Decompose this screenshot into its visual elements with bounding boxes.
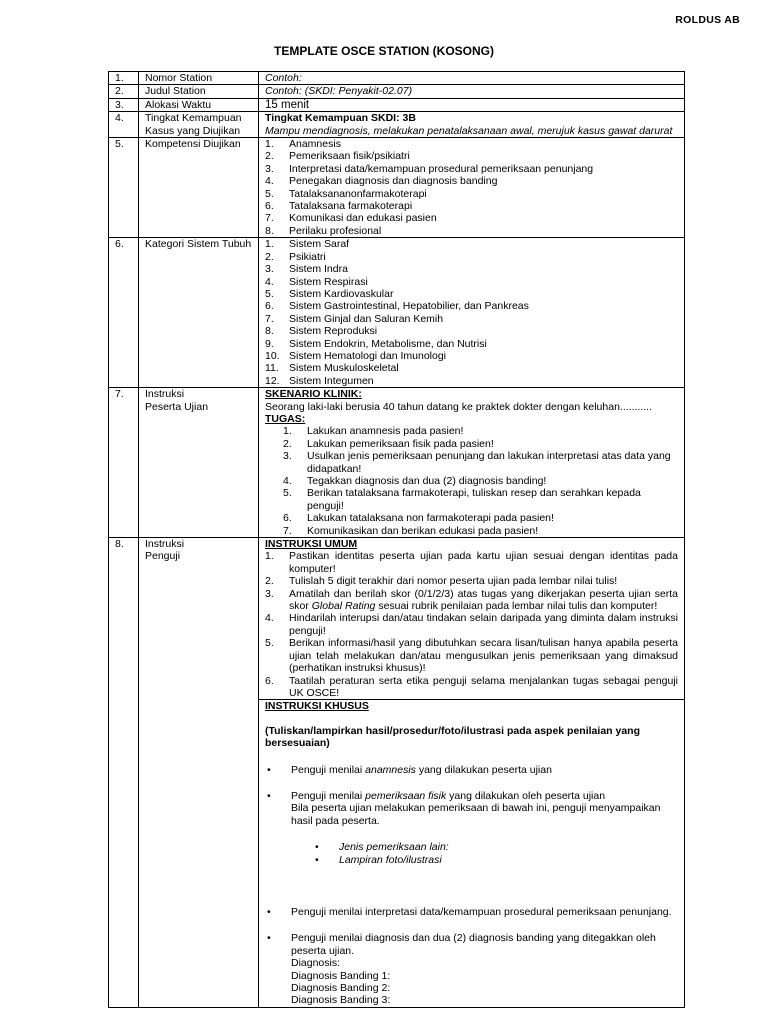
list-text: Psikiatri (289, 250, 326, 263)
document-title: TEMPLATE OSCE STATION (KOSONG) (274, 44, 494, 58)
list-text: Sistem Endokrin, Metabolisme, dan Nutrisi (289, 337, 487, 350)
list-number: 1. (265, 138, 274, 151)
row-number: 6. (109, 238, 139, 388)
list-item (265, 325, 684, 337)
list-item: 5. Berikan informasi/hasil yang dibutuhkan secara lisan/tulisan hanya apabila peserta ujian telah melakukan dan/atau mengusulkan jenis pemeriksaan yang dimaksud (perhatikan instruksi khusus)! (265, 637, 678, 675)
list-item (283, 475, 678, 487)
list-item (265, 362, 684, 374)
list-text: Tegakkan diagnosis dan dua (2) diagnosis banding! (307, 475, 547, 487)
list-item (265, 313, 684, 325)
skdi-description: Mampu mendiagnosis, melakukan penatalaksanaan awal, merujuk kasus gawat darurat (265, 124, 673, 137)
list-number: 7. (265, 212, 274, 225)
list-text: Sistem Ginjal dan Saluran Kemih (289, 312, 444, 325)
list-item (265, 150, 684, 162)
list-number: 7. (283, 524, 292, 537)
list-number: 4. (265, 275, 274, 288)
row-label (139, 112, 259, 138)
table-row (109, 98, 685, 111)
list-item (265, 138, 684, 150)
list-text: Pemeriksaan fisik/psikiatri (289, 150, 410, 163)
list-item (265, 288, 684, 300)
list-item: 6. Taatilah peraturan serta etika penguji selama menjalankan tugas sebagai penguji UK OSCE! (265, 674, 678, 699)
list-text: Komunikasi dan edukasi pasien (289, 212, 437, 225)
task-list (265, 425, 684, 537)
row-label-line: Instruksi (145, 538, 185, 551)
list-item (265, 263, 684, 275)
row-label-line: Penguji (145, 550, 181, 563)
list-number: 11. (265, 362, 279, 375)
list-number: 6. (265, 200, 274, 213)
osce-table (108, 71, 685, 1008)
list-text: Sistem Indra (289, 263, 348, 276)
list-text: Usulkan jenis pemeriksaan penunjang dan lakukan interpretasi atas data yang didapatkan! (307, 450, 671, 475)
list-item: • Penguji menilai anamnesis yang dilakukan peserta ujian (267, 763, 552, 776)
list-number: 8. (265, 325, 274, 338)
list-number: 2. (283, 437, 292, 450)
row-value: Contoh: (259, 72, 685, 85)
row-number: 8. (109, 538, 139, 1008)
table-row (109, 112, 685, 138)
list-text: Penegakan diagnosis dan diagnosis banding (289, 175, 498, 188)
row-number: 2. (109, 85, 139, 98)
list-item (283, 450, 678, 475)
list-number: 5. (265, 287, 274, 300)
list-item: 1. Pastikan identitas peserta ujian pada kartu ujian sesuai dengan identitas pada komputer! (265, 550, 678, 575)
list-item (283, 438, 678, 450)
list-number: 6. (265, 300, 274, 313)
list-text: Perilaku profesional (289, 224, 382, 237)
list-text: Sistem Reproduksi (289, 325, 378, 338)
skdi-level: Tingkat Kemampuan SKDI: 3B (265, 112, 416, 125)
diagnosis-line: Diagnosis: (291, 957, 341, 970)
row-number: 7. (109, 388, 139, 538)
row-label: Nomor Station (139, 72, 259, 85)
list-item (265, 200, 684, 212)
row-label-line: Instruksi (145, 388, 185, 401)
list-item (265, 163, 684, 175)
general-instructions-heading: INSTRUKSI UMUM (265, 538, 358, 551)
table-row (109, 388, 685, 538)
list-number: 5. (265, 187, 274, 200)
special-instructions-note: (Tuliskan/lampirkan hasil/prosedur/foto/ilustrasi pada aspek penilaian yang bersesuaian) (265, 724, 640, 750)
row-value: Contoh: (SKDI: Penyakit-02.07) (259, 85, 685, 98)
list-text: Lakukan tatalaksana non farmakoterapi pada pasien! (307, 512, 554, 525)
list-item: • Penguji menilai interpretasi data/kemampuan prosedural pemeriksaan penunjang. (267, 905, 672, 918)
row-label-line: Kasus yang Diujikan (145, 124, 241, 137)
row-number: 5. (109, 138, 139, 238)
table-row (109, 538, 685, 700)
row-value (259, 238, 685, 388)
list-text: Lakukan anamnesis pada pasien! (307, 425, 464, 438)
list-text: Berikan tatalaksana farmakoterapi, tuliskan resep dan serahkan kepada penguji! (307, 487, 641, 512)
list-item (283, 512, 678, 524)
list-item (265, 188, 684, 200)
table-row (109, 138, 685, 238)
list-number: 6. (283, 512, 292, 525)
diagnosis-line: Diagnosis Banding 3: (291, 994, 391, 1007)
list-text: Komunikasikan dan berikan edukasi pada pasien! (307, 524, 539, 537)
list-item: 3. Amatilah dan berilah skor (0/1/2/3) atas tugas yang dikerjakan peserta ujian serta skor Global Rating sesuai rubrik penilaian pada lembar nilai tulis dan komputer! (265, 587, 678, 613)
list-item (265, 338, 684, 350)
row-value (259, 138, 685, 238)
list-item (265, 212, 684, 224)
list-text: Sistem Respirasi (289, 275, 368, 288)
body-system-list (265, 238, 684, 387)
list-item (283, 425, 678, 437)
list-item (265, 375, 684, 387)
row-number: 1. (109, 72, 139, 85)
special-instructions-heading: INSTRUKSI KHUSUS (265, 700, 369, 713)
list-item: • Penguji menilai pemeriksaan fisik yang dilakukan oleh peserta ujian Bila peserta ujian melakukan pemeriksaan di bawah ini, penguji menyampaikan hasil pada peserta. (267, 789, 661, 827)
list-item (265, 238, 684, 250)
list-number: 2. (265, 150, 274, 163)
list-number: 3. (283, 450, 292, 463)
table-row (109, 72, 685, 85)
table-row (109, 238, 685, 388)
row-value (259, 700, 685, 1008)
list-number: 4. (265, 175, 274, 188)
list-item: • Penguji menilai diagnosis dan dua (2) diagnosis banding yang ditegakkan oleh peserta ujian. Diagnosis: Diagnosis Banding 1: Diagnosis Banding 2: Diagnosis Banding 3: (265, 932, 684, 1006)
row-label: Kompetensi Diujikan (139, 138, 259, 238)
list-number: 8. (265, 224, 274, 237)
document-author: ROLDUS AB (675, 14, 740, 26)
row-value (259, 388, 685, 538)
list-text: Sistem Kardiovaskular (289, 287, 394, 300)
competency-list (265, 138, 684, 237)
list-number: 7. (265, 312, 274, 325)
list-text: Tatalaksananonfarmakoterapi (289, 187, 427, 200)
list-item: 2. Tulislah 5 digit terakhir dari nomor peserta ujian pada lembar nilai tulis! (265, 575, 618, 588)
list-number: 3. (265, 263, 274, 276)
sub-list (265, 841, 684, 866)
list-text: Anamnesis (289, 138, 341, 151)
list-text: Tatalaksana farmakoterapi (289, 200, 413, 213)
list-text: Sistem Gastrointestinal, Hepatobilier, dan Pankreas (289, 300, 529, 313)
row-label (139, 388, 259, 538)
list-item: • Lampiran foto/ilustrasi (315, 853, 442, 866)
list-number: 1. (265, 238, 274, 251)
list-item: • Jenis pemeriksaan lain: (315, 841, 449, 854)
list-item (283, 525, 678, 537)
list-number: 12. (265, 374, 280, 387)
general-instructions-list (265, 550, 684, 699)
list-item (265, 350, 684, 362)
list-number: 4. (283, 475, 292, 487)
table-row (109, 85, 685, 98)
row-value (259, 538, 685, 700)
list-text: Lakukan pemeriksaan fisik pada pasien! (307, 437, 494, 450)
list-item (265, 276, 684, 288)
list-item (265, 175, 684, 187)
list-item: 4. Hindarilah interupsi dan/atau tindakan selain daripada yang diminta dalam instruksi penguji! (265, 612, 678, 637)
row-label-line: Peserta Ujian (145, 400, 209, 413)
list-item (265, 300, 684, 312)
tasks-heading: TUGAS: (265, 412, 306, 425)
list-item (265, 251, 684, 263)
list-number: 9. (265, 337, 274, 350)
list-item (265, 225, 684, 237)
list-number: 2. (265, 250, 274, 263)
row-label-line: Tingkat Kemampuan (145, 112, 242, 125)
scenario-text: Seorang laki-laki berusia 40 tahun datang ke praktek dokter dengan keluhan........... (265, 400, 652, 413)
row-label: Judul Station (139, 85, 259, 98)
row-label: Kategori Sistem Tubuh (139, 238, 259, 388)
list-number: 5. (283, 487, 292, 500)
list-number: 3. (265, 162, 274, 175)
row-value (259, 112, 685, 138)
row-label (139, 538, 259, 1008)
list-text: Interpretasi data/kemampuan prosedural pemeriksaan penunjang (289, 162, 594, 175)
list-text: Sistem Saraf (289, 238, 350, 251)
row-number: 3. (109, 98, 139, 111)
row-number: 4. (109, 112, 139, 138)
list-number: 1. (283, 425, 292, 438)
scenario-heading: SKENARIO KLINIK: (265, 388, 362, 401)
list-number: 10. (265, 349, 280, 362)
list-text: Sistem Muskuloskeletal (289, 362, 399, 375)
list-item (283, 487, 678, 512)
row-value: 15 menit (259, 98, 685, 111)
diagnosis-line: Diagnosis Banding 2: (291, 982, 391, 994)
list-text: Sistem Hematologi dan Imunologi (289, 349, 446, 362)
diagnosis-line: Diagnosis Banding 1: (291, 969, 391, 982)
row-label: Alokasi Waktu (139, 98, 259, 111)
list-text: Sistem Integumen (289, 374, 374, 387)
